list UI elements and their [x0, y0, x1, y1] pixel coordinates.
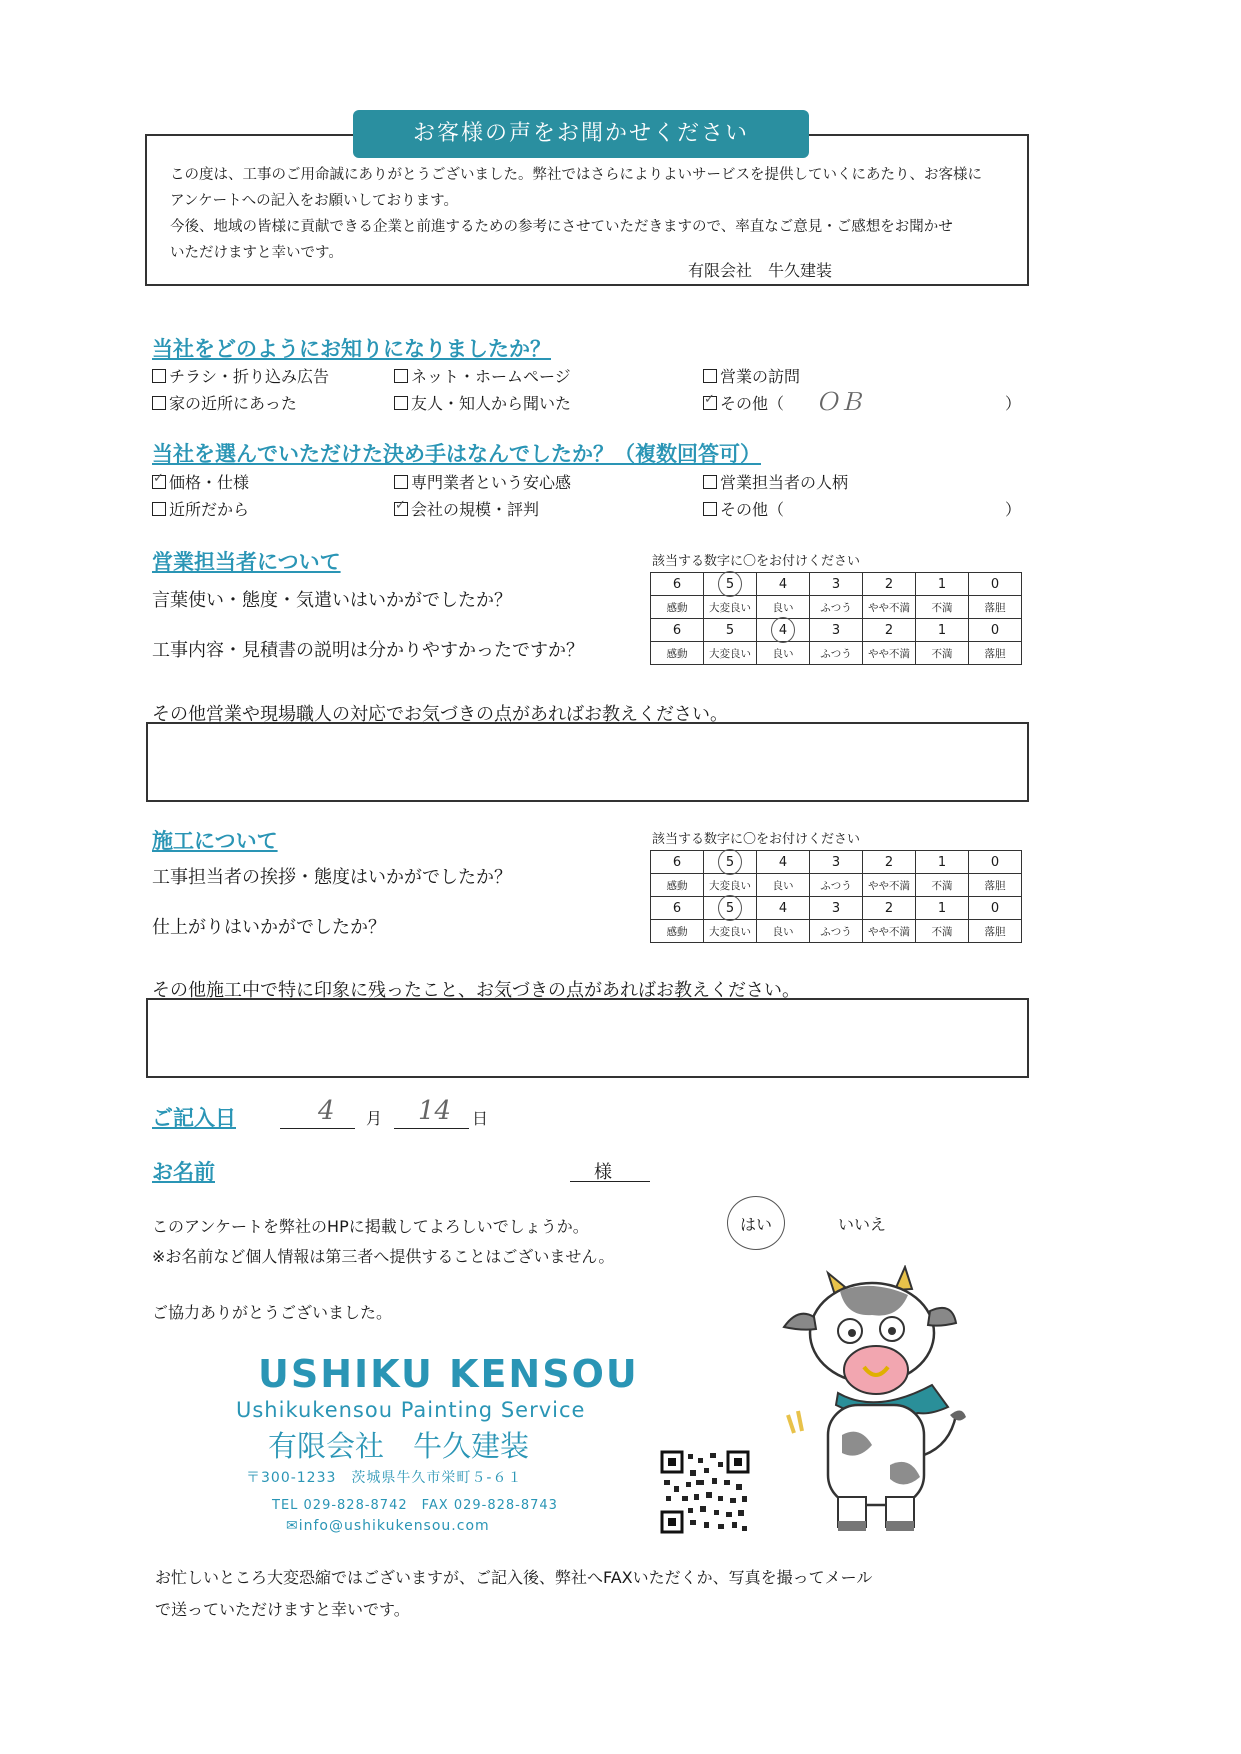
construction-q1-label-1: 不満 [916, 874, 969, 897]
intro-line: この度は、工事のご用命誠にありがとうございました。弊社ではさらによりよいサービスを提供していくにあたり、お客様に [170, 167, 982, 183]
logo-sub: Ushikukensou Painting Service [236, 1398, 586, 1422]
page-title: お客様の声をお聞かせください [353, 110, 809, 158]
selection-circle [771, 617, 795, 643]
name-suffix: 様 [594, 1162, 612, 1183]
construction-q1-label-6: 感動 [651, 874, 704, 897]
construction-q1-score-2[interactable]: 2 [863, 851, 916, 874]
intro-line: アンケートへの記入をお願いしております。 [170, 193, 458, 209]
sales-q2-score-0[interactable]: 0 [969, 619, 1022, 642]
construction-comment-box[interactable] [146, 998, 1029, 1078]
sales-q2-score-5[interactable]: 5 [704, 619, 757, 642]
q1-option-flyer[interactable]: チラシ・折り込み広告 [152, 364, 329, 387]
month-line [280, 1128, 355, 1129]
sales-rating-table [650, 572, 1022, 665]
sales-q2-score-1[interactable]: 1 [916, 619, 969, 642]
checkbox-icon [394, 369, 408, 383]
construction-question-1: 工事担当者の挨拶・態度はいかがでしたか？ [152, 867, 512, 888]
construction-q2-score-3[interactable]: 3 [810, 897, 863, 920]
footer-text [155, 1562, 1055, 1626]
construction-q2-score-6[interactable]: 6 [651, 897, 704, 920]
selection-circle [718, 571, 742, 597]
sales-q1-score-0[interactable]: 0 [969, 573, 1022, 596]
construction-q1-label-4: 良い [757, 874, 810, 897]
construction-q2-label-0: 落胆 [969, 920, 1022, 943]
construction-freeform-label: その他施工中で特に印象に残ったこと、お気づきの点があればお教えください。 [152, 980, 800, 1001]
construction-question-2: 仕上がりはいかがでしたか？ [152, 917, 386, 938]
sales-q1-label-2: やや不満 [863, 596, 916, 619]
name-label: お名前 [152, 1160, 215, 1184]
checkbox-icon [394, 475, 408, 489]
checkbox-checked-icon [703, 396, 717, 410]
sales-q2-label-6: 感動 [651, 642, 704, 665]
sales-q2-score-6[interactable]: 6 [651, 619, 704, 642]
construction-rating-table [650, 850, 1022, 943]
sales-q1-score-2[interactable]: 2 [863, 573, 916, 596]
checkbox-icon [703, 475, 717, 489]
sales-q1-label-1: 不満 [916, 596, 969, 619]
selection-circle [718, 849, 742, 875]
construction-q2-score-2[interactable]: 2 [863, 897, 916, 920]
q2-option-reputation[interactable]: ✓ 会社の規模・評判 [394, 497, 539, 520]
construction-q2-label-3: ふつう [810, 920, 863, 943]
company-email[interactable]: ✉info@ushikukensou.com [286, 1518, 490, 1534]
paren-close: ） [1005, 500, 1022, 519]
rating-caption: 該当する数字に〇をお付けください [652, 832, 861, 847]
q1-option-nearby[interactable]: 家の近所にあった [152, 391, 297, 414]
q1-option-referral[interactable]: 友人・知人から聞いた [394, 391, 571, 414]
thanks-text: ご協力ありがとうございました。 [152, 1303, 393, 1322]
checkbox-icon [152, 369, 166, 383]
footer-line: で送っていただけますと幸いです。 [155, 1600, 410, 1619]
consent-line-1: このアンケートを弊社のHPに掲載してよろしいでしょうか。 [152, 1217, 589, 1236]
sales-q1-score-3[interactable]: 3 [810, 573, 863, 596]
construction-q1-label-3: ふつう [810, 874, 863, 897]
company-signature: 有限会社 牛久建装 [688, 261, 833, 280]
sales-q1-label-4: 良い [757, 596, 810, 619]
construction-q2-label-4: 良い [757, 920, 810, 943]
sales-q2-label-0: 落胆 [969, 642, 1022, 665]
entry-month[interactable]: 4 [318, 1096, 335, 1126]
intro-line: いただけますと幸いです。 [170, 245, 343, 261]
construction-q2-label-5: 大変良い [704, 920, 757, 943]
checkbox-checked-icon [394, 502, 408, 516]
construction-q2-label-1: 不満 [916, 920, 969, 943]
checkbox-icon [152, 396, 166, 410]
q2-option-specialist[interactable]: 専門業者という安心感 [394, 470, 571, 493]
construction-q2-label-6: 感動 [651, 920, 704, 943]
company-address: 〒300-1233 茨城県牛久市栄町５-６１ [246, 1470, 523, 1486]
construction-q1-score-4[interactable]: 4 [757, 851, 810, 874]
qr-code-icon[interactable] [660, 1450, 750, 1534]
sales-q1-score-5[interactable]: 5 [704, 573, 757, 596]
selection-circle [718, 895, 742, 921]
construction-q2-score-1[interactable]: 1 [916, 897, 969, 920]
intro-line: 今後、地域の皆様に貢献できる企業と前進するための参考にさせていただきますので、率直なご意見・ご感想をお聞かせ [170, 219, 953, 235]
sales-question-2: 工事内容・見積書の説明は分かりやすかったですか？ [152, 640, 584, 661]
q2-option-other[interactable]: その他（ [703, 497, 784, 520]
construction-q2-score-4[interactable]: 4 [757, 897, 810, 920]
sales-q2-label-4: 良い [757, 642, 810, 665]
construction-q1-score-5[interactable]: 5 [704, 851, 757, 874]
q1-option-web[interactable]: ネット・ホームページ [394, 364, 571, 387]
q1-option-sales-visit[interactable]: 営業の訪問 [703, 364, 800, 387]
sales-comment-box[interactable] [146, 722, 1029, 802]
construction-q1-score-0[interactable]: 0 [969, 851, 1022, 874]
construction-q2-score-5[interactable]: 5 [704, 897, 757, 920]
logo-main: USHIKU KENSOU [258, 1352, 639, 1396]
month-unit: 月 [366, 1109, 383, 1128]
sales-q1-label-6: 感動 [651, 596, 704, 619]
day-line [394, 1128, 469, 1129]
sales-heading: 営業担当者について [152, 550, 341, 574]
construction-q1-score-3[interactable]: 3 [810, 851, 863, 874]
consent-line-2: ※お名前など個人情報は第三者へ提供することはございません。 [152, 1247, 615, 1266]
logo-company-jp: 有限会社 牛久建装 [268, 1429, 530, 1463]
sales-question-1: 言葉使い・態度・気遣いはいかがでしたか？ [152, 590, 512, 611]
sales-q1-score-6[interactable]: 6 [651, 573, 704, 596]
construction-q1-score-1[interactable]: 1 [916, 851, 969, 874]
sales-q2-score-2[interactable]: 2 [863, 619, 916, 642]
construction-q1-label-2: やや不満 [863, 874, 916, 897]
sales-q2-label-2: やや不満 [863, 642, 916, 665]
rating-caption: 該当する数字に〇をお付けください [652, 554, 861, 569]
checkbox-checked-icon [152, 475, 166, 489]
paren-close: ） [1005, 394, 1022, 413]
consent-yes-option[interactable]: はい [740, 1215, 773, 1234]
checkbox-icon [703, 369, 717, 383]
sales-q2-label-5: 大変良い [704, 642, 757, 665]
q1-heading: 当社をどのようにお知りになりましたか？ [152, 337, 551, 361]
q2-option-salesperson[interactable]: 営業担当者の人柄 [703, 470, 848, 493]
sales-q1-score-1[interactable]: 1 [916, 573, 969, 596]
selection-circle [727, 1196, 785, 1250]
sales-freeform-label: その他営業や現場職人の対応でお気づきの点があればお教えください。 [152, 704, 728, 725]
sales-q1-label-0: 落胆 [969, 596, 1022, 619]
q1-option-other[interactable]: ✓ その他（ [703, 391, 784, 414]
construction-heading: 施工について [152, 829, 278, 853]
sales-q2-label-1: 不満 [916, 642, 969, 665]
sales-q1-label-3: ふつう [810, 596, 863, 619]
q2-heading: 当社を選んでいただけた決め手はなんでしたか？（複数回答可） [152, 442, 761, 466]
cow-mascot-illustration [780, 1265, 970, 1535]
sales-q2-score-3[interactable]: 3 [810, 619, 863, 642]
entry-date-label: ご記入日 [152, 1106, 236, 1130]
q1-other-answer: ＯＢ [815, 388, 863, 416]
construction-q2-score-0[interactable]: 0 [969, 897, 1022, 920]
checkbox-icon [394, 396, 408, 410]
day-unit: 日 [472, 1109, 489, 1128]
construction-q1-label-0: 落胆 [969, 874, 1022, 897]
construction-q1-score-6[interactable]: 6 [651, 851, 704, 874]
checkbox-icon [152, 502, 166, 516]
construction-q1-label-5: 大変良い [704, 874, 757, 897]
sales-q1-label-5: 大変良い [704, 596, 757, 619]
checkbox-icon [703, 502, 717, 516]
entry-day[interactable]: 14 [418, 1096, 452, 1126]
sales-q1-score-4[interactable]: 4 [757, 573, 810, 596]
q2-option-price[interactable]: ✓価格・仕様 [152, 470, 249, 493]
sales-q2-label-3: ふつう [810, 642, 863, 665]
intro-text [170, 162, 1010, 266]
footer-line: お忙しいところ大変恐縮ではございますが、ご記入後、弊社へFAXいただくか、写真を撮ってメール [155, 1568, 873, 1587]
q2-option-nearby[interactable]: 近所だから [152, 497, 249, 520]
sales-q2-score-4[interactable]: 4 [757, 619, 810, 642]
construction-q2-label-2: やや不満 [863, 920, 916, 943]
company-phone: TEL 029-828-8742 FAX 029-828-8743 [272, 1498, 558, 1513]
consent-no-option[interactable]: いいえ [838, 1215, 887, 1234]
